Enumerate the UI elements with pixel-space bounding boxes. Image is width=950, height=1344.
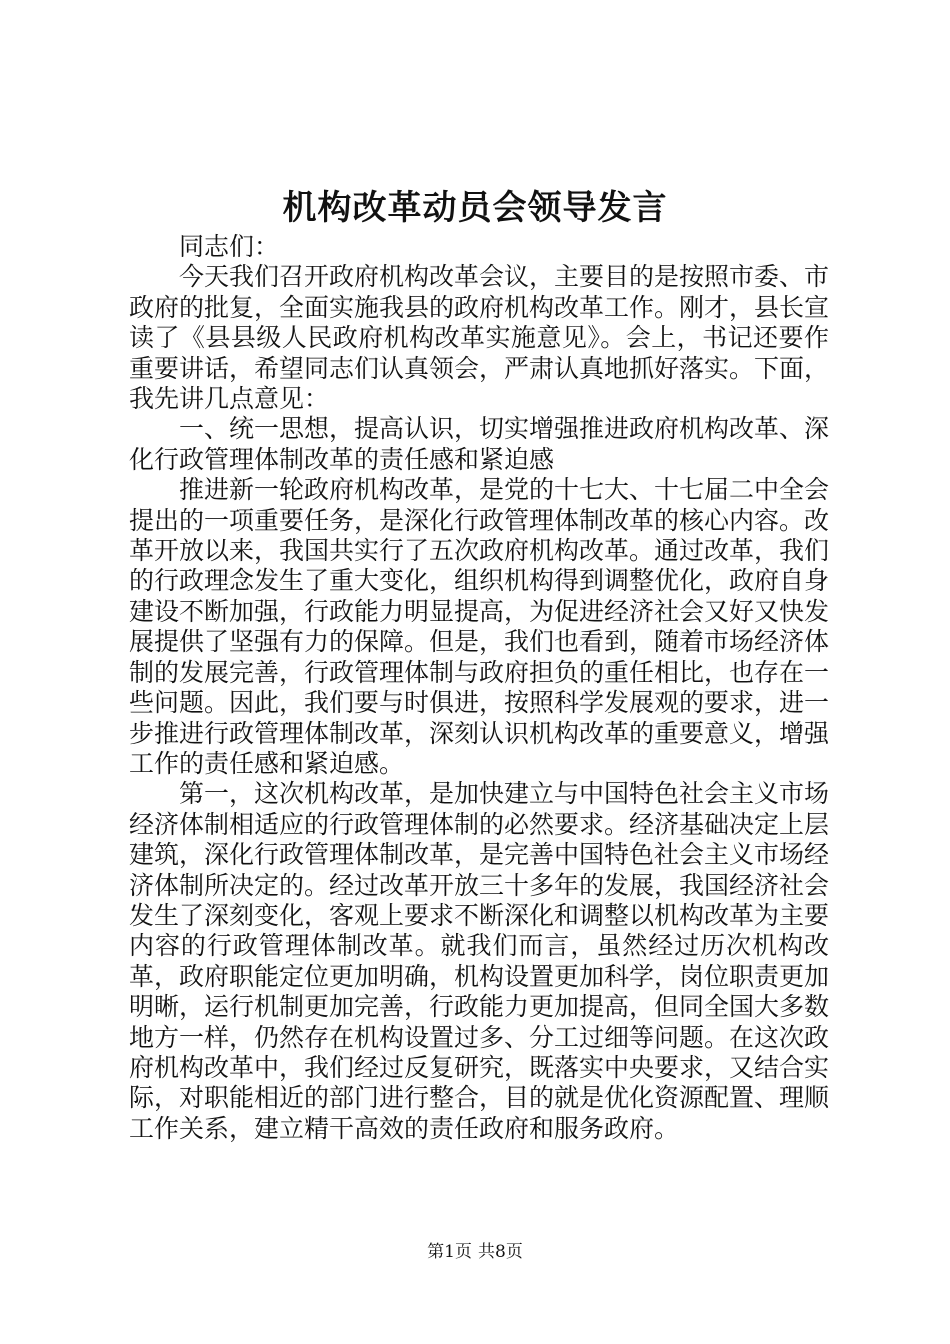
page-number: 第1页 [427,1242,472,1262]
page-footer [0,1240,950,1264]
body-paragraph: 推进新一轮政府机构改革，是党的十七大、十七届二中全会提出的一项重要任务，是深化行政管理体制改革的核心内容。改革开放以来，我国共实行了五次政府机构改革。通过改革，我们的行政理念发生了重大变化，组织机构得到调整优化，政府自身建设不断加强，行政能力明显提高，为促进经济社会又好又快发展提供了坚强有力的保障。但是，我们也看到，随着市场经济体制的发展完善，行政管理体制与政府担负的重任相比，也存在一些问题。因此，我们要与时俱进，按照科学发展观的要求，进一步推进行政管理体制改革，深刻认识机构改革的重要意义，增强工作的责任感和紧迫感。 [129,475,830,778]
page-count: 共8页 [478,1242,523,1262]
document-title: 机构改革动员会领导发言 [282,188,668,228]
section-heading-1: 一、统一思想，提高认识，切实增强推进政府机构改革、深化行政管理体制改革的责任感和紧迫感 [129,414,830,474]
salutation-paragraph: 同志们： [179,232,280,261]
body-paragraph: 第一，这次机构改革，是加快建立与中国特色社会主义市场经济体制相适应的行政管理体制的必然要求。经济基础决定上层建筑，深化行政管理体制改革，是完善中国特色社会主义市场经济体制所决定的。经过改革开放三十多年的发展，我国经济社会发生了深刻变化，客观上要求不断深化和调整以机构改革为主要内容的行政管理体制改革。就我们而言，虽然经过历次机构改革，政府职能定位更加明确，机构设置更加科学，岗位职责更加明晰，运行机制更加完善，行政能力更加提高，但同全国大多数地方一样，仍然存在机构设置过多、分工过细等问题。在这次政府机构改革中，我们经过反复研究，既落实中央要求，又结合实际，对职能相近的部门进行整合，目的就是优化资源配置、理顺工作关系，建立精干高效的责任政府和服务政府。 [129,779,830,1143]
document-body [129,232,829,1144]
intro-paragraph: 今天我们召开政府机构改革会议，主要目的是按照市委、市政府的批复，全面实施我县的政府机构改革工作。刚才，县长宣读了《县县级人民政府机构改革实施意见》。会上，书记还要作重要讲话，希望同志们认真领会，严肃认真地抓好落实。下面，我先讲几点意见： [129,262,830,414]
